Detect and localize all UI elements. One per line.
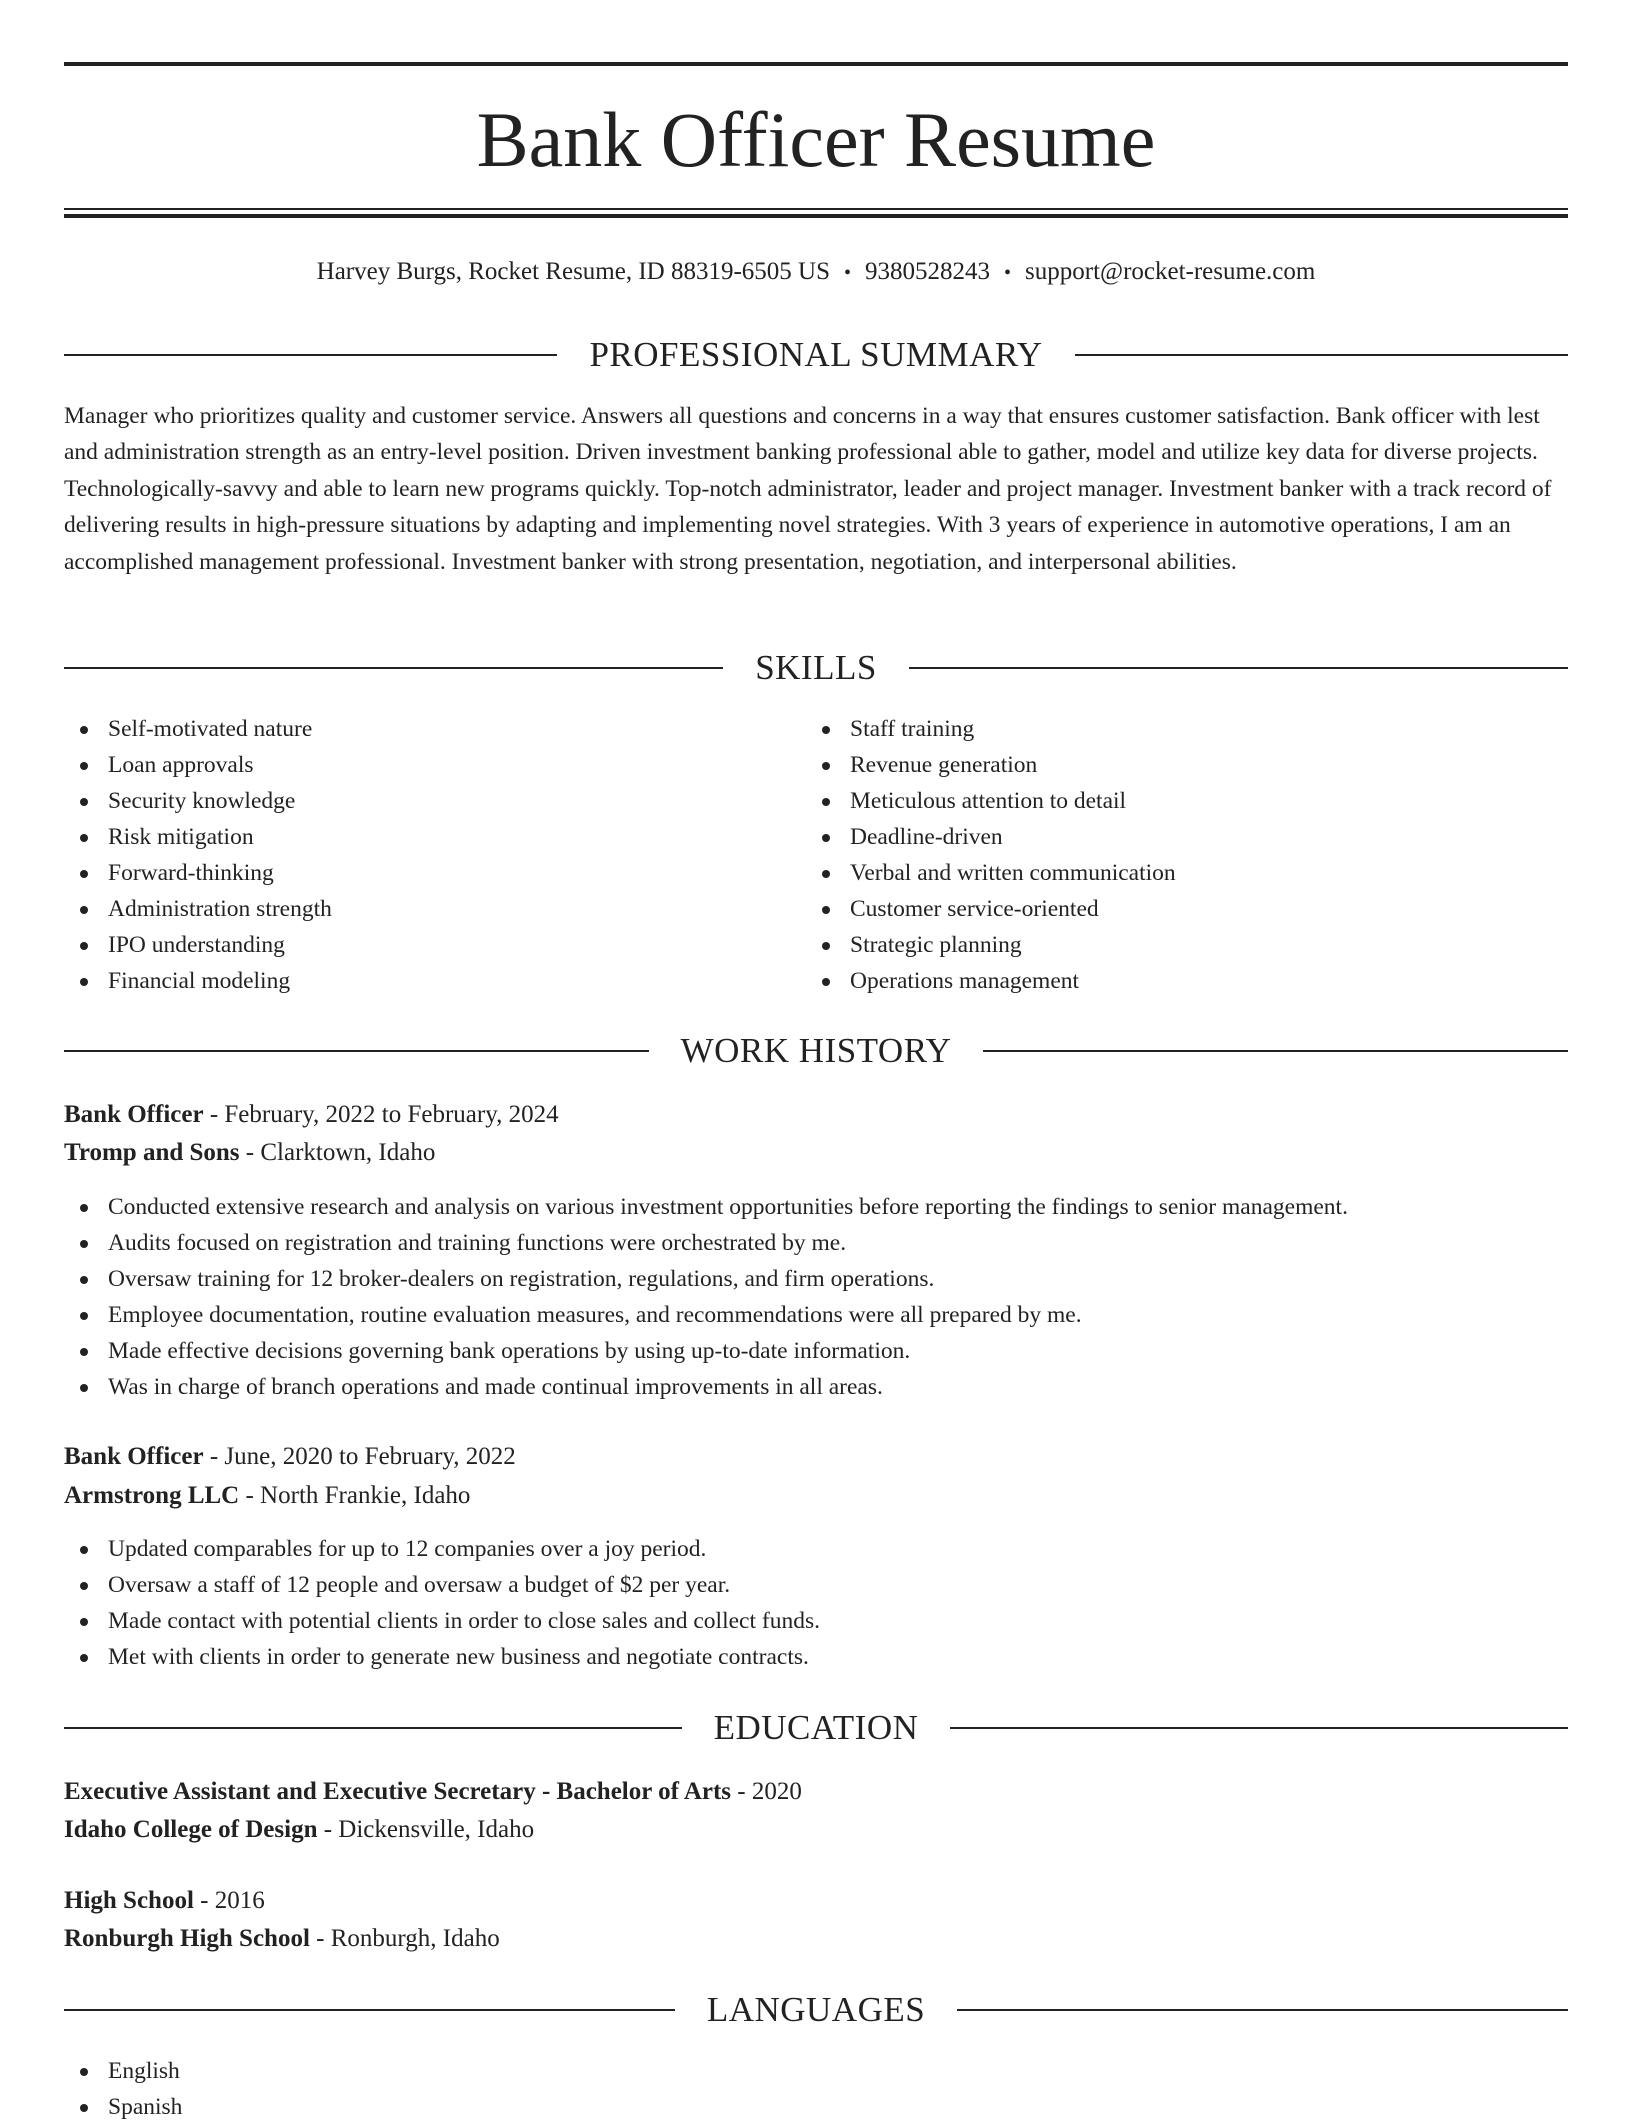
- skill-item: Operations management: [806, 963, 1526, 999]
- job-duty-item: Oversaw training for 12 broker-dealers on registration, regulations, and firm operations.: [64, 1261, 1568, 1297]
- job-duties-list: [64, 1531, 1568, 1675]
- education-degree-line: [64, 1773, 1568, 1811]
- education-year: - 2020: [731, 1778, 802, 1805]
- contact-email: support@rocket-resume.com: [1025, 258, 1316, 285]
- job-company-line: [64, 1134, 1568, 1172]
- skill-item: Strategic planning: [806, 927, 1526, 963]
- section-heading-education: [64, 1706, 1568, 1750]
- skill-item: Staff training: [806, 711, 1526, 747]
- skill-item: IPO understanding: [64, 927, 784, 963]
- education-school: Idaho College of Design: [64, 1816, 318, 1843]
- education-school-line: [64, 1811, 1568, 1849]
- skill-item: Security knowledge: [64, 783, 784, 819]
- education-year: - 2016: [193, 1887, 265, 1914]
- job-location: - Clarktown, Idaho: [239, 1139, 436, 1166]
- education-degree: High School: [64, 1887, 194, 1914]
- education-school-line: [64, 1920, 1568, 1958]
- job-dates: - February, 2022 to February, 2024: [203, 1101, 559, 1128]
- skill-item: Customer service-oriented: [806, 891, 1526, 927]
- heading-rule: [64, 2009, 675, 2011]
- language-item: English: [64, 2053, 1568, 2089]
- heading-rule: [950, 1727, 1568, 1729]
- section-heading-summary: [64, 333, 1568, 377]
- job-title-line: [64, 1438, 1568, 1476]
- job-duty-item: Employee documentation, routine evaluation measures, and recommendations were all prepared by me.: [64, 1297, 1568, 1333]
- job-title-line: [64, 1096, 1568, 1134]
- job-location: - North Frankie, Idaho: [239, 1482, 471, 1509]
- education-school: Ronburgh High School: [64, 1925, 310, 1952]
- job-duty-item: Made effective decisions governing bank operations by using up-to-date information.: [64, 1333, 1568, 1369]
- resume-title: Bank Officer Resume: [476, 96, 1156, 183]
- job-duties: [64, 1189, 1568, 1405]
- section-title: LANGUAGES: [706, 1990, 926, 2029]
- skills-column-right: [806, 711, 1526, 999]
- heading-rule: [64, 1727, 682, 1729]
- section-heading-work-history: [64, 1029, 1568, 1073]
- skill-item: Meticulous attention to detail: [806, 783, 1526, 819]
- education-degree: Executive Assistant and Executive Secretary - Bachelor of Arts: [64, 1778, 732, 1805]
- heading-rule: [909, 667, 1568, 669]
- contact-phone: 9380528243: [865, 258, 991, 285]
- skills-list-right: [806, 711, 1526, 999]
- contact-line: [64, 254, 1568, 291]
- job-company-line: [64, 1477, 1568, 1515]
- heading-rule: [983, 1050, 1568, 1052]
- job-duty-item: Updated comparables for up to 12 companies over a joy period.: [64, 1531, 1568, 1567]
- header-top-rule: [64, 62, 1568, 66]
- skill-item: Risk mitigation: [64, 819, 784, 855]
- section-title: SKILLS: [755, 648, 877, 687]
- contact-separator: •: [844, 262, 852, 284]
- skill-item: Deadline-driven: [806, 819, 1526, 855]
- job-dates: - June, 2020 to February, 2022: [203, 1443, 516, 1470]
- job-duty-item: Conducted extensive research and analysis on various investment opportunities before reporting the findings to senior management.: [64, 1189, 1568, 1225]
- job-duty-item: Audits focused on registration and training functions were orchestrated by me.: [64, 1225, 1568, 1261]
- skill-item: Verbal and written communication: [806, 855, 1526, 891]
- job-duties-list: [64, 1189, 1568, 1405]
- skill-item: Forward-thinking: [64, 855, 784, 891]
- contact-separator: •: [1004, 262, 1012, 284]
- heading-rule: [64, 667, 723, 669]
- skill-item: Loan approvals: [64, 747, 784, 783]
- section-heading-languages: [64, 1988, 1568, 2032]
- heading-rule: [1075, 354, 1568, 356]
- skill-item: Administration strength: [64, 891, 784, 927]
- contact-address: Harvey Burgs, Rocket Resume, ID 88319-6505 US: [316, 258, 831, 285]
- heading-rule: [957, 2009, 1568, 2011]
- skill-item: Financial modeling: [64, 963, 784, 999]
- heading-rule: [64, 1050, 649, 1052]
- section-title: EDUCATION: [713, 1708, 919, 1747]
- section-title: WORK HISTORY: [680, 1031, 952, 1070]
- heading-rule: [64, 354, 557, 356]
- section-heading-skills: [64, 646, 1568, 690]
- job-duty-item: Was in charge of branch operations and made continual improvements in all areas.: [64, 1369, 1568, 1405]
- job-title: Bank Officer: [64, 1101, 204, 1128]
- languages-list: [64, 2053, 1568, 2125]
- section-title: PROFESSIONAL SUMMARY: [589, 335, 1043, 374]
- education-location: - Dickensville, Idaho: [317, 1816, 535, 1843]
- skills-column-left: [64, 711, 784, 999]
- job-duty-item: Made contact with potential clients in order to close sales and collect funds.: [64, 1603, 1568, 1639]
- job-duty-item: Met with clients in order to generate new business and negotiate contracts.: [64, 1639, 1568, 1675]
- header-double-rule: [64, 208, 1568, 218]
- education-degree-line: [64, 1882, 1568, 1920]
- education-location: - Ronburgh, Idaho: [309, 1925, 500, 1952]
- job-company: Tromp and Sons: [64, 1139, 240, 1166]
- skill-item: Self-motivated nature: [64, 711, 784, 747]
- job-title: Bank Officer: [64, 1443, 204, 1470]
- languages-block: [64, 2053, 1568, 2125]
- skill-item: Revenue generation: [806, 747, 1526, 783]
- skills-list-left: [64, 711, 784, 999]
- job-company: Armstrong LLC: [64, 1482, 240, 1509]
- language-item: Spanish: [64, 2089, 1568, 2125]
- summary-paragraph: Manager who prioritizes quality and customer service. Answers all questions and concerns in a way that ensures customer satisfaction. Bank officer with lest and administration strength as an entry-level position. Driven investment banking professional able to gather, model and utilize key data for diverse projects. Technologically-savvy and able to learn new programs quickly. Top-notch administrator, leader and project manager. Investment banker with a track record of delivering results in high-pressure situations by adapting and implementing novel strategies. With 3 years of experience in automotive operations, I am an accomplished management professional. Investment banker with strong presentation, negotiation, and interpersonal abilities.: [64, 403, 1552, 575]
- job-duty-item: Oversaw a staff of 12 people and oversaw a budget of $2 per year.: [64, 1567, 1568, 1603]
- job-duties: [64, 1531, 1568, 1675]
